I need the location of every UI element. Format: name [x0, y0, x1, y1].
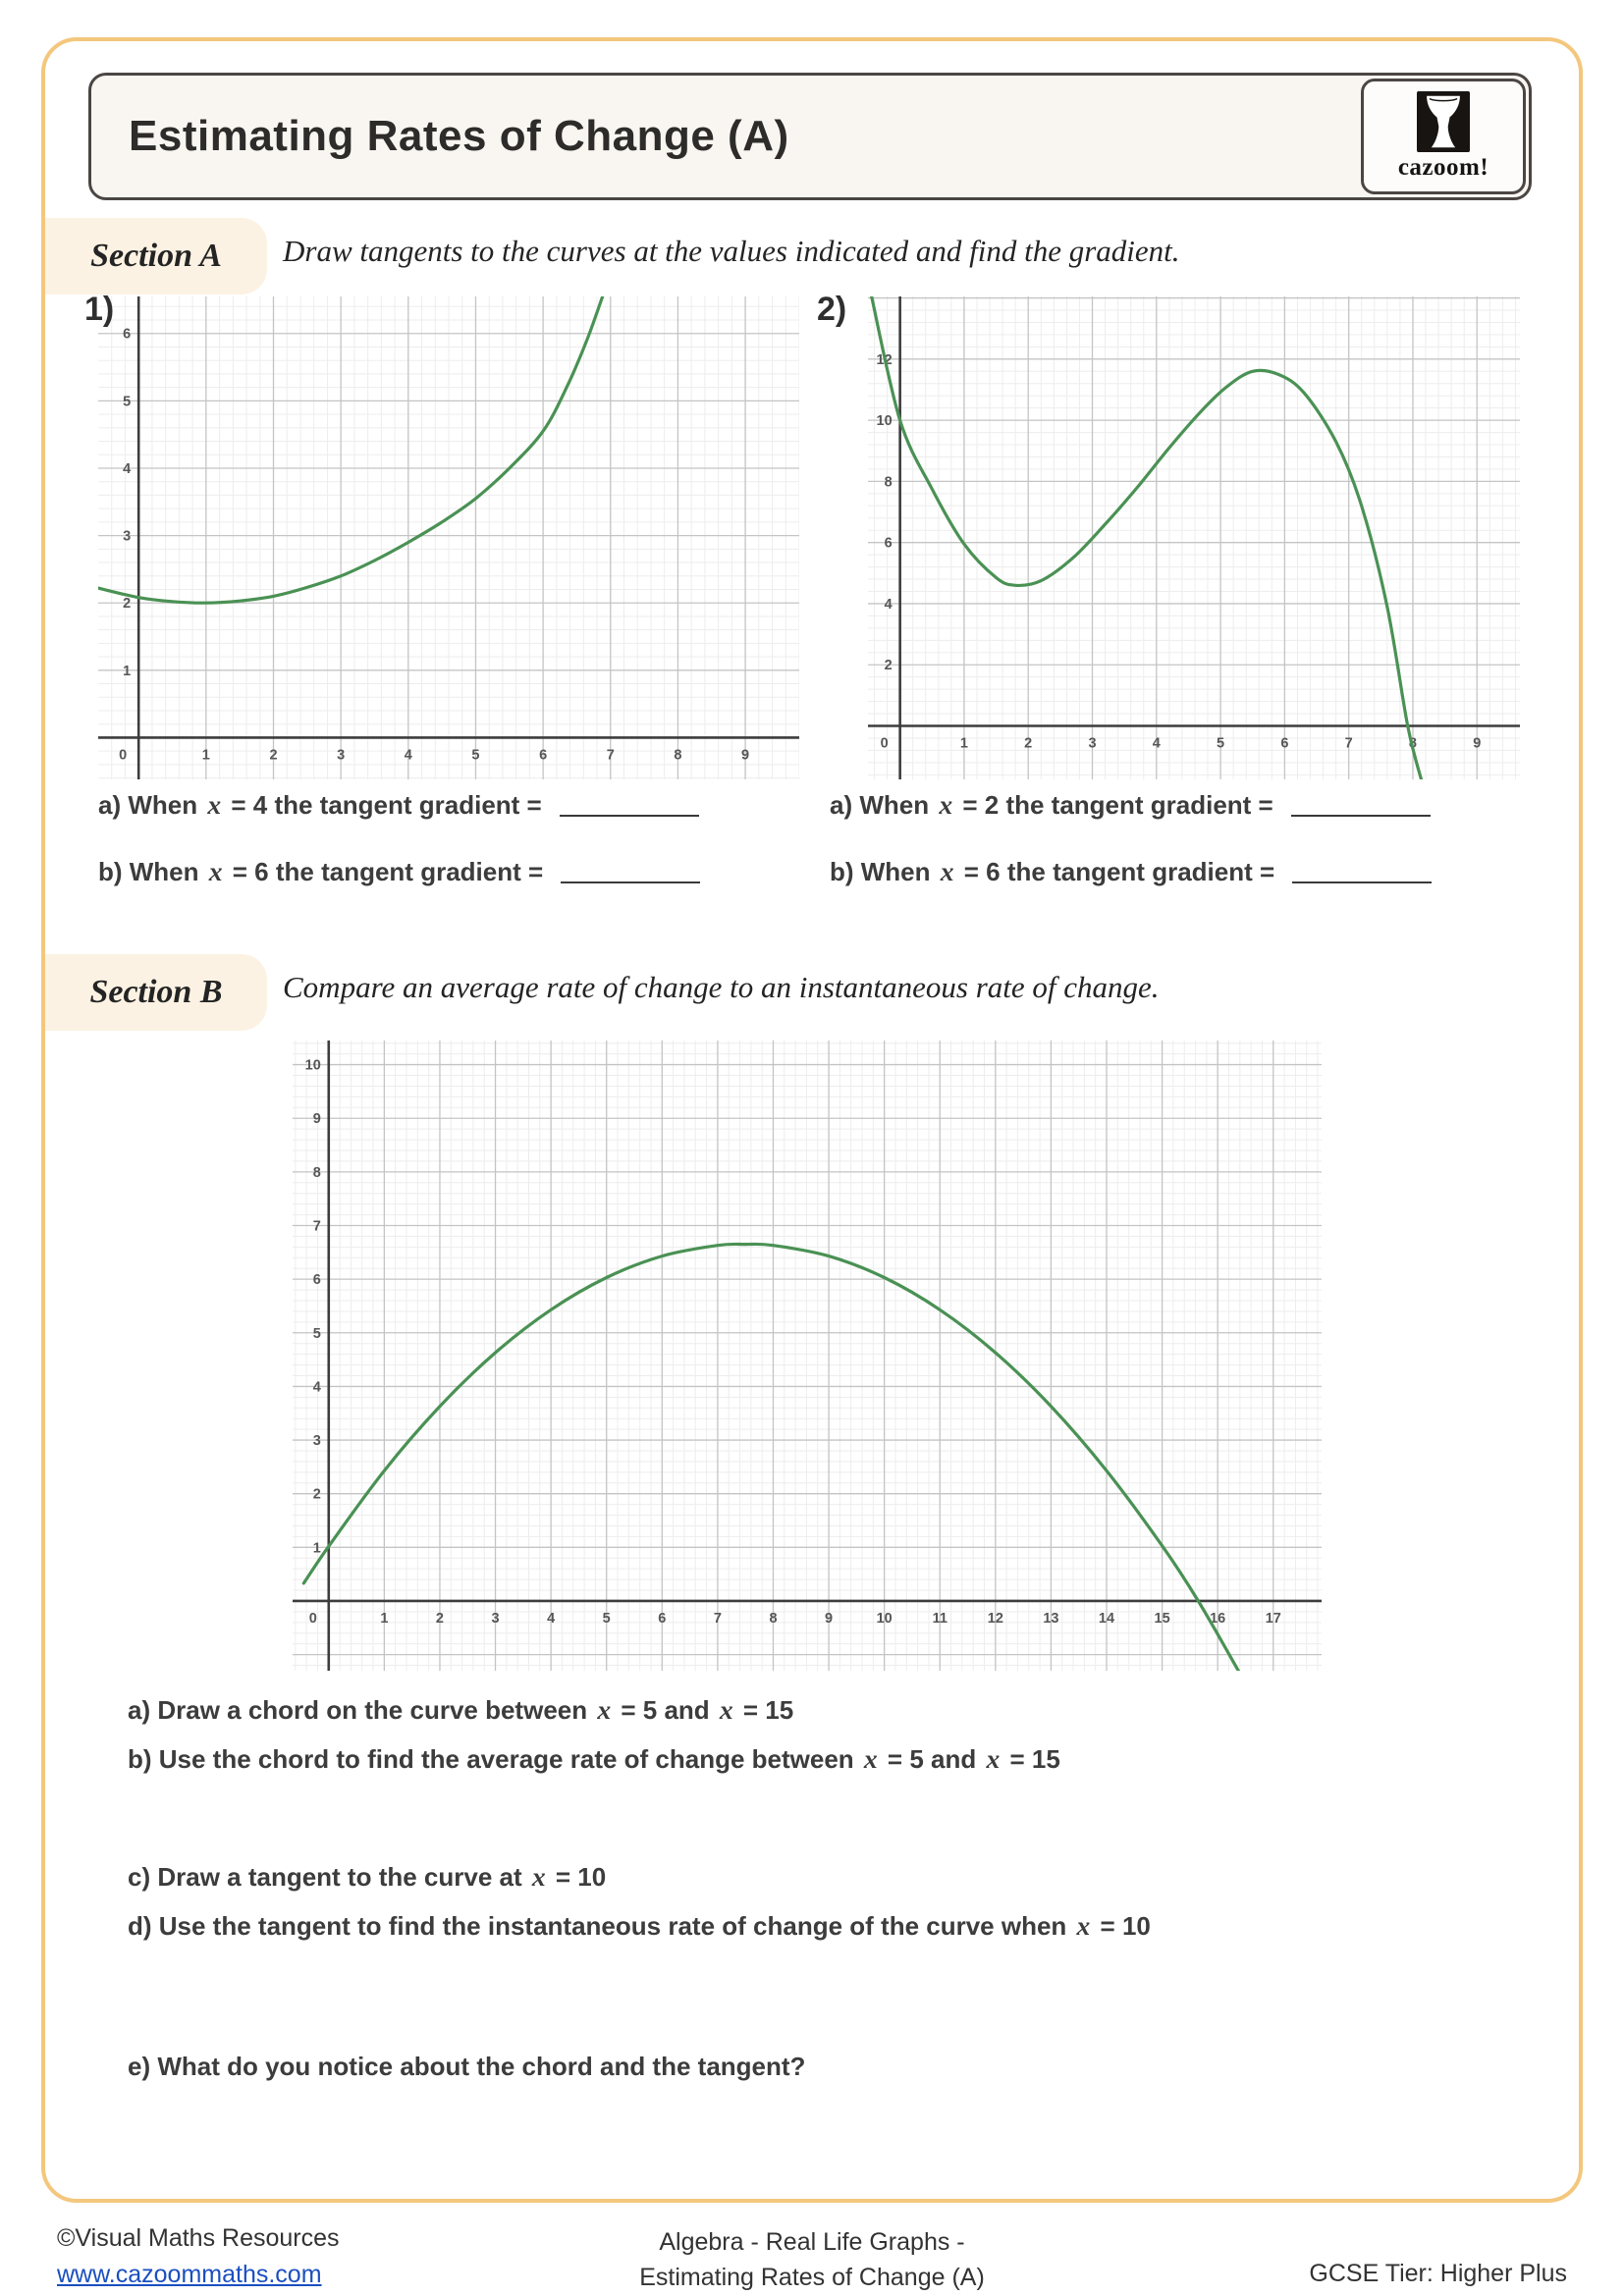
math-variable: x — [597, 1694, 612, 1725]
curve — [98, 296, 604, 603]
svg-text:5: 5 — [602, 1610, 611, 1627]
section-b-plot — [293, 1041, 1322, 1671]
svg-text:6: 6 — [312, 1272, 321, 1289]
svg-text:1: 1 — [201, 747, 210, 764]
svg-text:13: 13 — [1043, 1610, 1059, 1627]
page-title: Estimating Rates of Change (A) — [129, 112, 789, 160]
svg-text:5: 5 — [312, 1325, 321, 1342]
footer-topic-line1: Algebra - Real Life Graphs - — [659, 2228, 965, 2256]
svg-text:4: 4 — [884, 596, 893, 613]
question-ba — [128, 1694, 793, 1726]
svg-text:5: 5 — [471, 747, 480, 764]
section-a-instruction: Draw tangents to the curves at the values indicated and find the gradient. — [283, 234, 1180, 268]
svg-text:4: 4 — [1152, 735, 1161, 752]
svg-text:5: 5 — [123, 394, 132, 410]
svg-text:7: 7 — [606, 747, 615, 764]
footer-left — [57, 2224, 340, 2289]
question-a2a — [830, 789, 1431, 821]
svg-text:10: 10 — [876, 413, 893, 430]
svg-text:7: 7 — [713, 1610, 722, 1627]
footer-tier: GCSE Tier: Higher Plus — [1309, 2260, 1567, 2287]
svg-text:3: 3 — [312, 1433, 321, 1450]
math-variable: x — [531, 1861, 546, 1892]
header — [88, 73, 1532, 200]
curve — [303, 1244, 1240, 1671]
svg-text:8: 8 — [769, 1610, 778, 1627]
svg-text:0: 0 — [119, 747, 128, 764]
svg-text:16: 16 — [1210, 1610, 1226, 1627]
question-bb — [128, 1743, 1060, 1775]
question-bc — [128, 1861, 606, 1893]
svg-text:3: 3 — [337, 747, 346, 764]
svg-text:6: 6 — [539, 747, 548, 764]
math-variable: x — [986, 1743, 1001, 1774]
question-be-text: e) What do you notice about the chord and the tangent? — [128, 2052, 806, 2081]
svg-text:3: 3 — [491, 1610, 500, 1627]
answer-blank — [561, 881, 700, 883]
question-a1b-text: b) When x = 6 the tangent gradient = — [98, 856, 544, 886]
svg-text:4: 4 — [123, 460, 132, 477]
svg-text:12: 12 — [987, 1610, 1003, 1627]
svg-text:15: 15 — [1154, 1610, 1170, 1627]
drum-icon — [1417, 91, 1470, 152]
svg-text:6: 6 — [884, 535, 893, 552]
svg-text:1: 1 — [959, 735, 968, 752]
question-a2b — [830, 856, 1432, 887]
svg-text:4: 4 — [404, 747, 412, 764]
graph-canvas — [868, 296, 1520, 779]
question-bb-text: b) Use the chord to find the average rate of change between x = 5 and x = 15 — [128, 1743, 1060, 1774]
question-ba-text: a) Draw a chord on the curve between x = 5 and x = 15 — [128, 1694, 794, 1725]
svg-text:2: 2 — [123, 596, 132, 613]
footer-center — [488, 2224, 1136, 2295]
graph2-plot — [868, 296, 1520, 779]
svg-text:9: 9 — [312, 1111, 321, 1128]
section-b-instruction: Compare an average rate of change to an instantaneous rate of change. — [283, 970, 1160, 1004]
graph-canvas — [293, 1041, 1322, 1671]
logo-wordmark: cazoom! — [1397, 154, 1489, 181]
svg-text:8: 8 — [884, 474, 893, 491]
svg-text:11: 11 — [932, 1610, 947, 1627]
question-bc-text: c) Draw a tangent to the curve at x = 10 — [128, 1861, 607, 1892]
math-variable: x — [940, 856, 954, 886]
math-variable: x — [1076, 1910, 1091, 1941]
graph-canvas — [98, 296, 799, 779]
section-b-label: Section B — [45, 954, 267, 1031]
svg-text:9: 9 — [825, 1610, 834, 1627]
math-variable: x — [208, 856, 223, 886]
svg-text:2: 2 — [312, 1486, 321, 1503]
question-bd — [128, 1910, 1151, 1942]
footer-link[interactable]: www.cazoommaths.com — [57, 2261, 322, 2288]
question-bd-text: d) Use the tangent to find the instantaneous rate of change of the curve when x = 10 — [128, 1910, 1151, 1941]
math-variable: x — [207, 789, 222, 820]
svg-text:1: 1 — [312, 1540, 321, 1557]
svg-text:9: 9 — [1473, 735, 1482, 752]
svg-text:6: 6 — [123, 326, 132, 343]
graph2-number: 2) — [817, 291, 847, 328]
svg-text:7: 7 — [1344, 735, 1353, 752]
question-a1b — [98, 856, 700, 887]
graph1-plot — [98, 296, 799, 779]
svg-text:8: 8 — [312, 1164, 321, 1181]
question-a2a-text: a) When x = 2 the tangent gradient = — [830, 789, 1273, 820]
question-a2b-text: b) When x = 6 the tangent gradient = — [830, 856, 1275, 886]
svg-text:6: 6 — [1280, 735, 1289, 752]
svg-text:9: 9 — [741, 747, 750, 764]
svg-text:0: 0 — [308, 1610, 317, 1627]
answer-blank — [1292, 881, 1432, 883]
svg-text:1: 1 — [123, 663, 132, 679]
svg-text:2: 2 — [269, 747, 278, 764]
svg-text:7: 7 — [312, 1218, 321, 1235]
svg-text:3: 3 — [123, 528, 132, 545]
svg-text:2: 2 — [435, 1610, 444, 1627]
svg-text:10: 10 — [304, 1057, 321, 1074]
footer-topic-line2: Estimating Rates of Change (A) — [639, 2264, 985, 2291]
svg-text:5: 5 — [1217, 735, 1225, 752]
question-a1a-text: a) When x = 4 the tangent gradient = — [98, 789, 542, 820]
svg-text:14: 14 — [1098, 1610, 1115, 1627]
svg-text:12: 12 — [876, 351, 893, 368]
question-a1a — [98, 789, 699, 821]
svg-text:8: 8 — [1408, 735, 1418, 752]
math-variable: x — [863, 1743, 878, 1774]
answer-blank — [560, 814, 699, 817]
logo-card — [1361, 79, 1526, 194]
question-be — [128, 2052, 805, 2082]
svg-text:2: 2 — [884, 658, 893, 674]
curve — [871, 296, 1423, 779]
svg-text:6: 6 — [658, 1610, 667, 1627]
svg-text:2: 2 — [1024, 735, 1033, 752]
svg-text:17: 17 — [1265, 1610, 1281, 1627]
svg-text:10: 10 — [876, 1610, 893, 1627]
answer-blank — [1291, 814, 1431, 817]
svg-text:4: 4 — [547, 1610, 556, 1627]
svg-text:0: 0 — [880, 735, 889, 752]
svg-text:1: 1 — [380, 1610, 389, 1627]
svg-text:3: 3 — [1088, 735, 1097, 752]
math-variable: x — [719, 1694, 733, 1725]
math-variable: x — [939, 789, 953, 820]
svg-text:8: 8 — [674, 747, 682, 764]
section-a-label: Section A — [45, 218, 267, 294]
graph1-number: 1) — [84, 291, 115, 328]
footer-copyright: ©Visual Maths Resources — [57, 2224, 340, 2252]
svg-text:4: 4 — [312, 1379, 321, 1396]
